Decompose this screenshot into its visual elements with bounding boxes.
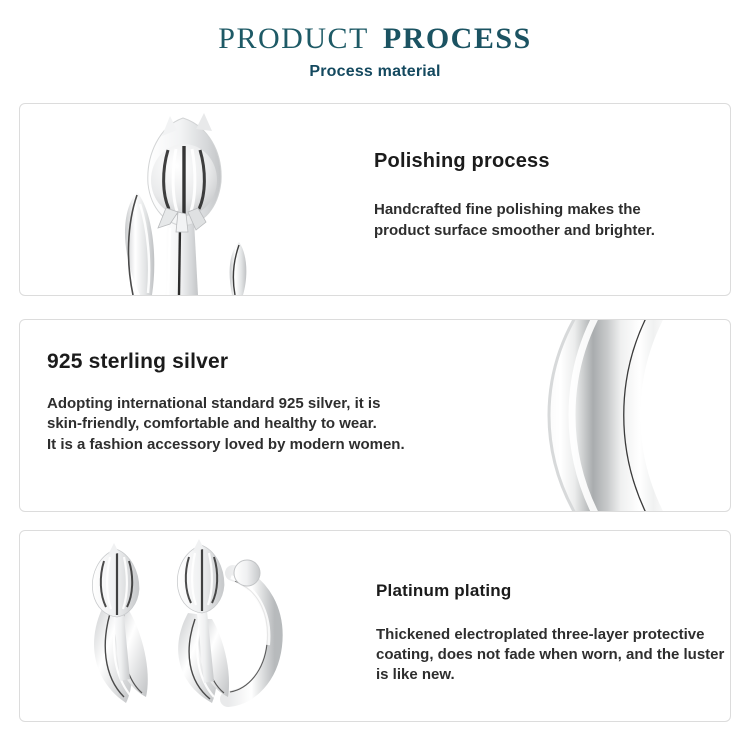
card-platinum-plating (19, 530, 731, 722)
card-body-silver (47, 394, 405, 454)
page-title-bold: PROCESS (382, 22, 532, 55)
card-heading-polishing: Polishing process (374, 150, 550, 172)
right-earring (177, 539, 274, 703)
card-heading-silver: 925 sterling silver (47, 350, 229, 373)
card-paragraph: Handcrafted fine polishing makes the product surface smoother and brighter. (374, 201, 655, 240)
left-earring (92, 543, 147, 703)
card-paragraph: Adopting international standard 925 silver, it is skin-friendly, comfortable and healthy to wear. (47, 395, 381, 432)
card-sterling-silver (19, 319, 731, 512)
tulip-bud-closeup-image (20, 104, 365, 295)
page-title-regular: PRODUCT (218, 22, 369, 55)
card-polishing-process (19, 103, 731, 296)
tulip-earrings-pair-image (20, 531, 350, 721)
card-heading-platinum: Platinum plating (376, 581, 512, 600)
card-paragraph: Thickened electroplated three-layer protective coating, does not fade when worn, and the luster is like new. (376, 626, 725, 683)
card-paragraph: It is a fashion accessory loved by modern women. (47, 435, 405, 453)
header (0, 22, 750, 81)
card-body-platinum (376, 625, 726, 684)
page-title (0, 22, 750, 56)
card-text-polishing (374, 150, 714, 242)
card-text-platinum (376, 581, 726, 684)
page-subtitle: Process material (309, 63, 441, 80)
card-body-polishing (374, 199, 684, 242)
silver-hoop-closeup-image (480, 320, 730, 511)
card-text-silver (47, 350, 407, 454)
